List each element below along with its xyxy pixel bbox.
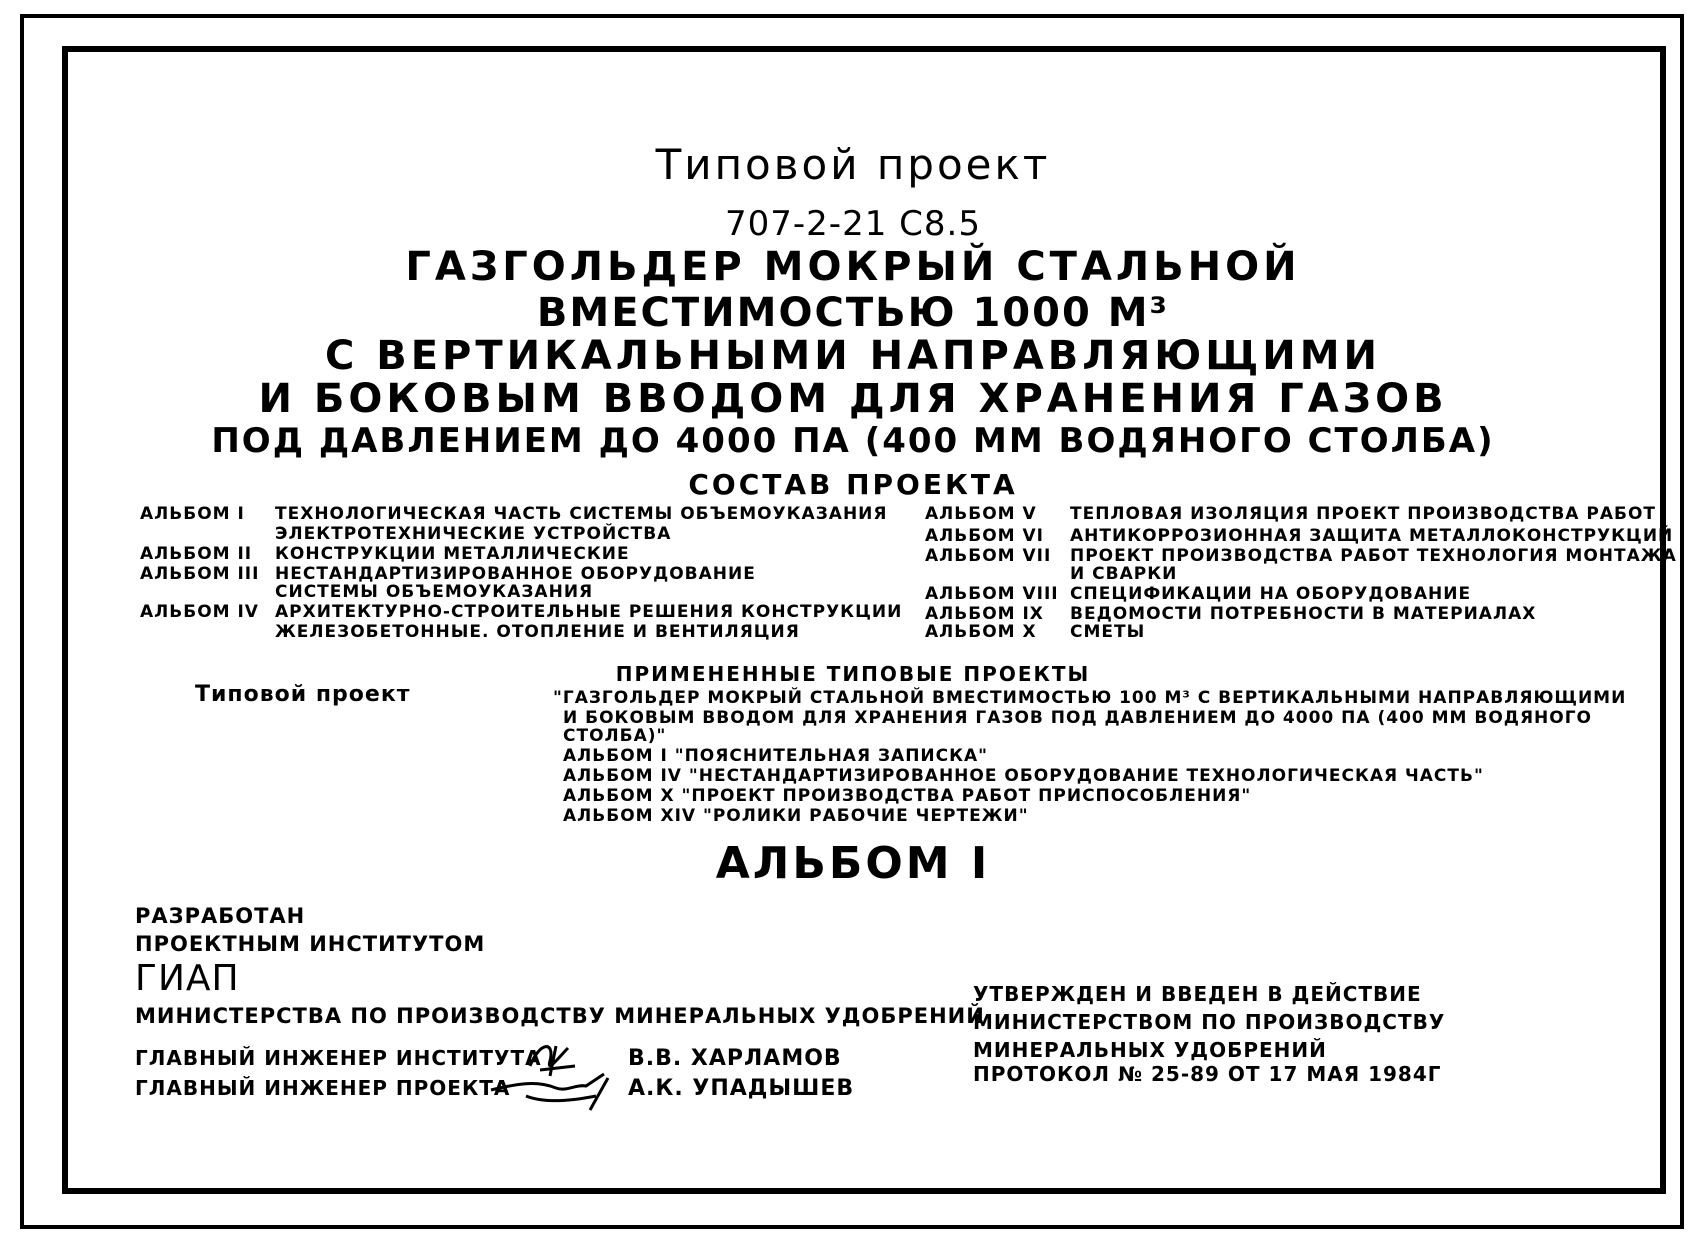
album-label: АЛЬБОМ VI [925, 526, 1044, 546]
album-desc: КОНСТРУКЦИИ МЕТАЛЛИЧЕСКИЕ [275, 544, 630, 564]
project-type: Типовой проект [655, 140, 1051, 189]
title-line-2: ВМЕСТИМОСТЬЮ 1000 М³ [536, 290, 1170, 336]
signature-2 [486, 1066, 616, 1112]
project-number: 707-2-21 С8.5 [725, 204, 981, 244]
applied-album: АЛЬБОМ I "ПОЯСНИТЕЛЬНАЯ ЗАПИСКА" [563, 746, 989, 766]
album-desc: ВЕДОМОСТИ ПОТРЕБНОСТИ В МАТЕРИАЛАХ [1070, 604, 1537, 624]
applied-album: АЛЬБОМ X "ПРОЕКТ ПРОИЗВОДСТВА РАБОТ ПРИСПОСОБЛЕНИЯ" [563, 786, 1252, 806]
album-desc: НЕСТАНДАРТИЗИРОВАННОЕ ОБОРУДОВАНИЕ [275, 564, 756, 584]
composition-heading: СОСТАВ ПРОЕКТА [688, 468, 1018, 501]
name-chief-engineer-institute: В.В. ХАРЛАМОВ [628, 1046, 842, 1071]
developer-ministry: МИНИСТЕРСТВА ПО ПРОИЗВОДСТВУ МИНЕРАЛЬНЫХ УДОБРЕНИЙ [135, 1004, 985, 1028]
applied-label: Типовой проект [195, 682, 411, 707]
album-desc: СПЕЦИФИКАЦИИ НА ОБОРУДОВАНИЕ [1070, 584, 1472, 604]
album-desc: АНТИКОРРОЗИОННАЯ ЗАЩИТА МЕТАЛЛОКОНСТРУКЦИЙ [1070, 526, 1674, 546]
applied-album: АЛЬБОМ XIV "РОЛИКИ РАБОЧИЕ ЧЕРТЕЖИ" [563, 806, 1029, 826]
album-label: АЛЬБОМ VIII [925, 584, 1059, 604]
role-chief-engineer-institute: ГЛАВНЫЙ ИНЖЕНЕР ИНСТИТУТА [135, 1046, 542, 1070]
title-line-3: С ВЕРТИКАЛЬНЫМИ НАПРАВЛЯЮЩИМИ [324, 333, 1382, 379]
album-title: АЛЬБОМ I [715, 838, 991, 889]
album-desc: ЖЕЛЕЗОБЕТОННЫЕ. ОТОПЛЕНИЕ И ВЕНТИЛЯЦИЯ [275, 622, 800, 642]
developer-line1: РАЗРАБОТАН [135, 904, 306, 928]
applied-line: "ГАЗГОЛЬДЕР МОКРЫЙ СТАЛЬНОЙ ВМЕСТИМОСТЬЮ 100 М³ С ВЕРТИКАЛЬНЫМИ НАПРАВЛЯЮЩИМИ [553, 688, 1627, 708]
album-label: АЛЬБОМ III [140, 564, 260, 584]
album-desc: ТЕХНОЛОГИЧЕСКАЯ ЧАСТЬ СИСТЕМЫ ОБЪЕМОУКАЗАНИЯ [275, 504, 888, 524]
album-label: АЛЬБОМ VII [925, 546, 1052, 566]
album-desc: ТЕПЛОВАЯ ИЗОЛЯЦИЯ ПРОЕКТ ПРОИЗВОДСТВА РАБОТ [1070, 504, 1656, 524]
title-line-4: И БОКОВЫМ ВВОДОМ ДЛЯ ХРАНЕНИЯ ГАЗОВ [258, 376, 1448, 422]
name-chief-engineer-project: А.К. УПАДЫШЕВ [628, 1076, 855, 1101]
album-desc: ЭЛЕКТРОТЕХНИЧЕСКИЕ УСТРОЙСТВА [275, 524, 672, 544]
approval-line3: МИНЕРАЛЬНЫХ УДОБРЕНИЙ [973, 1038, 1327, 1062]
approval-line2: МИНИСТЕРСТВОМ ПО ПРОИЗВОДСТВУ [973, 1010, 1446, 1034]
album-desc: СИСТЕМЫ ОБЪЕМОУКАЗАНИЯ [275, 582, 594, 602]
title-line-5: ПОД ДАВЛЕНИЕМ ДО 4000 ПА (400 ММ ВОДЯНОГО СТОЛБА) [211, 421, 1495, 461]
developer-org: ГИАП [135, 958, 240, 999]
album-desc: СМЕТЫ [1070, 622, 1146, 642]
approval-line4: ПРОТОКОЛ № 25-89 ОТ 17 МАЯ 1984Г [973, 1062, 1442, 1086]
album-label: АЛЬБОМ I [140, 504, 245, 524]
album-label: АЛЬБОМ IX [925, 604, 1044, 624]
album-label: АЛЬБОМ X [925, 622, 1037, 642]
album-desc: АРХИТЕКТУРНО-СТРОИТЕЛЬНЫЕ РЕШЕНИЯ КОНСТРУКЦИИ [275, 602, 903, 622]
album-label: АЛЬБОМ V [925, 504, 1037, 524]
developer-line2: ПРОЕКТНЫМ ИНСТИТУТОМ [135, 932, 486, 956]
album-label: АЛЬБОМ II [140, 544, 253, 564]
applied-line: И БОКОВЫМ ВВОДОМ ДЛЯ ХРАНЕНИЯ ГАЗОВ ПОД ДАВЛЕНИЕМ ДО 4000 ПА (400 ММ ВОДЯНОГО [563, 708, 1592, 728]
role-chief-engineer-project: ГЛАВНЫЙ ИНЖЕНЕР ПРОЕКТА [135, 1076, 511, 1100]
applied-line: СТОЛБА)" [563, 726, 667, 746]
album-desc: ПРОЕКТ ПРОИЗВОДСТВА РАБОТ ТЕХНОЛОГИЯ МОНТАЖА [1070, 546, 1677, 566]
album-label: АЛЬБОМ IV [140, 602, 259, 622]
album-desc: И СВАРКИ [1070, 564, 1178, 584]
applied-album: АЛЬБОМ IV "НЕСТАНДАРТИЗИРОВАННОЕ ОБОРУДОВАНИЕ ТЕХНОЛОГИЧЕСКАЯ ЧАСТЬ" [563, 766, 1484, 786]
applied-heading: ПРИМЕНЕННЫЕ ТИПОВЫЕ ПРОЕКТЫ [615, 662, 1091, 686]
approval-line1: УТВЕРЖДЕН И ВВЕДЕН В ДЕЙСТВИЕ [973, 982, 1422, 1006]
title-line-1: ГАЗГОЛЬДЕР МОКРЫЙ СТАЛЬНОЙ [405, 244, 1301, 290]
